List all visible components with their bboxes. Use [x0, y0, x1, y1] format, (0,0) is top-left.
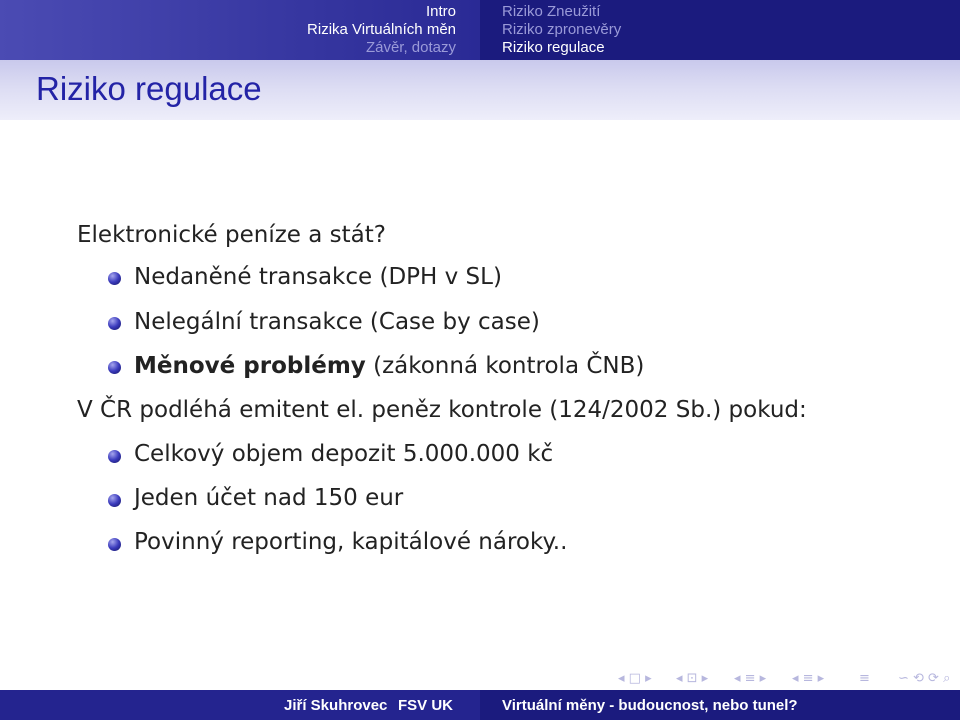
frame-nav-icon[interactable]: ◂ □ ▸	[618, 671, 652, 686]
footer-institute: FSV UK	[398, 697, 454, 714]
search-back-forward-icon[interactable]: ∽ ⟲ ⟳ ⌕	[898, 671, 951, 686]
nav-subsection-regulace[interactable]: Riziko regulace	[502, 39, 605, 56]
nav-sections-left	[0, 0, 480, 60]
top-navigation-bar	[0, 0, 960, 60]
list-item	[134, 353, 644, 379]
list-item: Nelegální transakce (Case by case)	[134, 309, 540, 335]
nav-section-zaver[interactable]: Závěr, dotazy	[365, 39, 456, 56]
nav-subsection-list	[502, 3, 621, 57]
bullet-icon	[108, 317, 121, 330]
nav-subsection-zpronevery[interactable]: Riziko zpronevěry	[502, 21, 622, 38]
nav-subsections-right	[480, 0, 960, 60]
footer-title: Virtuální měny - budoucnost, nebo tunel?	[502, 697, 798, 714]
list-item: Nedaněné transakce (DPH v SL)	[134, 264, 502, 290]
bullet-icon	[108, 494, 121, 507]
bullet-icon	[108, 272, 121, 285]
bullet-icon	[108, 361, 121, 374]
list-item: Celkový objem depozit 5.000.000 kč	[134, 441, 554, 467]
section-nav-icon[interactable]: ◂ ≡ ▸	[734, 671, 767, 686]
subsection-nav-icon[interactable]: ◂ ⊡ ▸	[676, 671, 709, 686]
nav-subsection-zneuziti[interactable]: Riziko Zneužití	[502, 3, 601, 20]
nav-section-rizika[interactable]: Rizika Virtuálních měn	[307, 21, 456, 38]
nav-section-intro[interactable]: Intro	[425, 3, 456, 20]
align-icon[interactable]: ≡	[859, 671, 870, 686]
list-item: Jeden účet nad 150 eur	[134, 485, 404, 511]
subsection-list-nav-icon[interactable]: ◂ ≡ ▸	[792, 671, 825, 686]
footer-author: Jiří Skuhrovec	[284, 697, 388, 714]
statement-line: V ČR podléhá emitent el. peněz kontrole (124/2002 Sb.) pokud:	[77, 397, 807, 423]
nav-section-list	[307, 3, 456, 57]
list-item-rest: (zákonná kontrola ČNB)	[365, 353, 645, 379]
bullet-icon	[108, 450, 121, 463]
frame-title: Riziko regulace	[36, 70, 262, 107]
emphasis-text: Měnové problémy	[134, 353, 366, 379]
question-line: Elektronické peníze a stát?	[77, 222, 386, 248]
bullet-icon	[108, 538, 121, 551]
list-item: Povinný reporting, kapitálové nároky..	[134, 529, 568, 555]
